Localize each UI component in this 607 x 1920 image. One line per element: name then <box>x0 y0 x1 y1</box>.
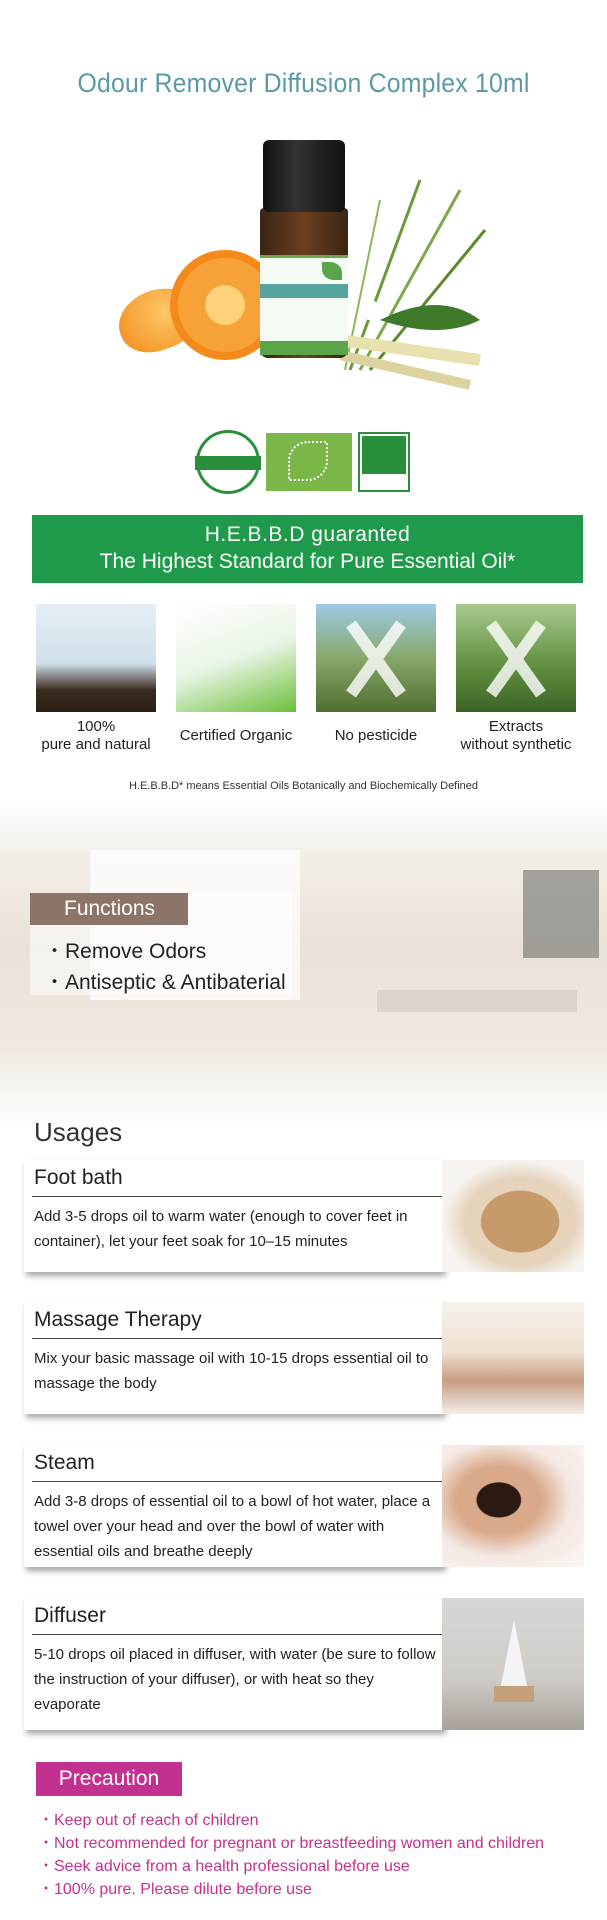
diffuser-base <box>494 1686 534 1702</box>
features-row <box>36 604 576 764</box>
divider <box>32 1634 444 1635</box>
usage-text: Add 3-5 drops oil to warm water (enough to cover feet in container), let your feet soak for 10–15 minutes <box>34 1208 408 1250</box>
divider <box>32 1338 444 1339</box>
usage-title: Massage Therapy <box>34 1308 202 1331</box>
product-image <box>110 130 500 410</box>
function-item: ・Remove Odors <box>44 940 207 963</box>
precaution-item: ・Not recommended for pregnant or breastfeeding women and children <box>38 1835 545 1852</box>
page-title: Odour Remover Diffusion Complex 10ml <box>77 68 530 98</box>
lemongrass-image <box>340 170 490 390</box>
feature-caption: Certified Organic <box>179 727 293 744</box>
pesticide-photo <box>316 604 436 712</box>
banner-line-1: H.E.B.B.D guaranted <box>204 523 411 546</box>
usages-heading: Usages <box>34 1117 123 1147</box>
functions-heading: Functions <box>30 893 188 925</box>
diffuser-photo <box>442 1598 584 1730</box>
usage-title: Diffuser <box>34 1604 106 1627</box>
feature-no-synthetic <box>456 604 576 754</box>
desk <box>377 990 577 1012</box>
bottle-cap <box>263 140 345 212</box>
banner-line-2: The Highest Standard for Pure Essential Oil* <box>99 550 516 573</box>
cross-icon <box>346 619 406 699</box>
hebbd-footnote: H.E.B.B.D* means Essential Oils Botanically and Biochemically Defined <box>128 780 479 792</box>
usage-title: Steam <box>34 1451 95 1474</box>
seedling-photo <box>36 604 156 712</box>
feature-caption <box>456 718 576 754</box>
feature-caption-line: Extracts <box>488 718 544 735</box>
usage-text: Mix your basic massage oil with 10-15 drops essential oil to massage the body <box>34 1350 429 1392</box>
synthetic-photo <box>456 604 576 712</box>
feature-caption: No pesticide <box>334 727 418 744</box>
precaution-item: ・Keep out of reach of children <box>38 1812 259 1829</box>
feature-caption-line: pure and natural <box>41 736 151 753</box>
usage-foot-bath <box>24 1160 584 1272</box>
feature-pure-natural <box>36 604 156 754</box>
usage-massage-therapy <box>24 1302 584 1414</box>
precaution-item: ・100% pure. Please dilute before use <box>38 1881 312 1898</box>
precaution-heading: Precaution <box>36 1762 182 1796</box>
tv <box>523 870 599 958</box>
cross-icon <box>486 619 546 699</box>
hebbd-banner <box>32 515 583 583</box>
diffuser-cone <box>500 1620 528 1690</box>
usage-steam <box>24 1445 584 1560</box>
massage-photo <box>442 1302 584 1414</box>
precaution-item: ・Seek advice from a health professional before use <box>38 1858 410 1875</box>
usage-text: 5-10 drops oil placed in diffuser, with water (be sure to follow the instruction of your diffuser), or with heat so they evaporate <box>34 1646 436 1713</box>
label-footer <box>260 341 348 355</box>
leaf-icon <box>322 262 342 280</box>
usage-diffuser <box>24 1598 584 1713</box>
steam-photo <box>442 1445 584 1567</box>
usage-title: Foot bath <box>34 1166 123 1189</box>
foot-bath-photo <box>442 1160 584 1272</box>
function-item: ・Antiseptic & Antibaterial <box>44 971 286 994</box>
dropper-photo <box>176 604 296 712</box>
feature-no-pesticide <box>316 604 436 745</box>
feature-caption <box>36 718 156 754</box>
label-band <box>260 284 348 298</box>
divider <box>32 1481 444 1482</box>
usage-text: Add 3-8 drops of essential oil to a bowl of hot water, place a towel over your head and over the bowl of water with essential oils and breathe deeply <box>34 1493 431 1560</box>
ab-organic-icon <box>358 432 410 492</box>
hebbd-badge-icon <box>196 430 260 494</box>
feature-caption-line: without synthetic <box>460 736 572 753</box>
feature-certified-organic <box>176 604 296 745</box>
eu-organic-leaf-icon <box>266 433 352 491</box>
certification-badges <box>196 430 412 494</box>
divider <box>32 1196 444 1197</box>
bottle-label <box>260 255 348 355</box>
feature-caption-line: 100% <box>76 718 116 735</box>
